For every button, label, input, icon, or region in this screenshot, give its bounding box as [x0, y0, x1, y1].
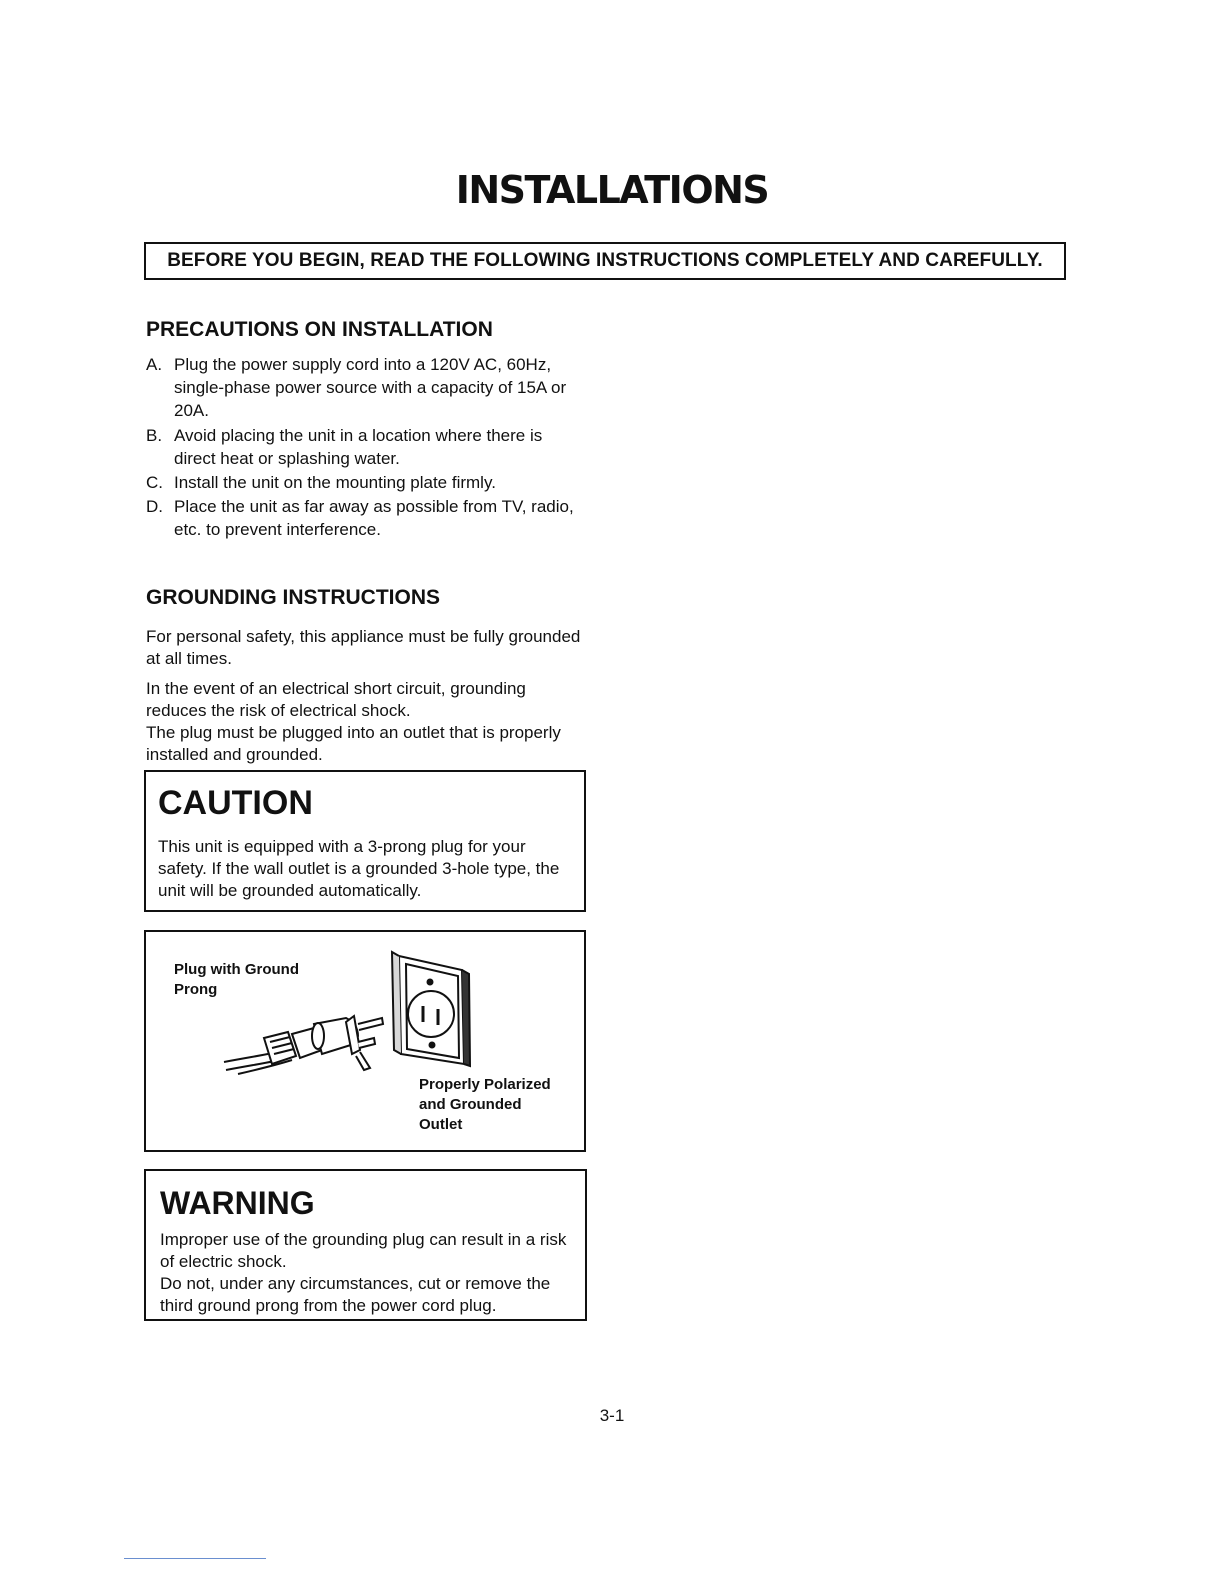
page-number: 3-1 — [599, 1406, 625, 1425]
plug-label-line: Plug with Ground — [174, 961, 299, 978]
precaution-item-a — [146, 353, 586, 422]
precaution-letter: B. — [146, 426, 163, 445]
precaution-item-c — [146, 471, 586, 494]
grounding-paragraph-1: For personal safety, this appliance must be fully grounded at all times. — [146, 627, 581, 668]
warning-box — [144, 1169, 587, 1321]
caution-body: This unit is equipped with a 3-prong plug for your safety. If the wall outlet is a grounded 3-hole type, the unit will be grounded automatically. — [158, 837, 560, 900]
precaution-text: Plug the power supply cord into a 120V AC, 60Hz, single-phase power source with a capacity of 15A or 20A. — [174, 355, 567, 420]
grounding-paragraph-2: In the event of an electrical short circuit, grounding reduces the risk of electrical shock. — [146, 679, 526, 720]
precaution-text: Place the unit as far away as possible from TV, radio, etc. to prevent interference. — [174, 497, 574, 539]
precaution-letter: D. — [146, 497, 163, 516]
plug-label-line: Prong — [174, 981, 218, 998]
precaution-letter: C. — [146, 473, 163, 492]
notice-box — [144, 242, 1066, 280]
notice-text: BEFORE YOU BEGIN, READ THE FOLLOWING INSTRUCTIONS COMPLETELY AND CAREFULLY. — [167, 250, 1043, 271]
grounding-paragraph-3: The plug must be plugged into an outlet that is properly installed and grounded. — [146, 723, 561, 764]
precaution-item-d — [146, 495, 586, 541]
footer-rule — [124, 1558, 266, 1559]
caution-title: CAUTION — [158, 784, 313, 822]
outlet-label — [419, 1075, 551, 1135]
precautions-heading: PRECAUTIONS ON INSTALLATION — [146, 318, 493, 341]
page-title: INSTALLATIONS — [455, 168, 769, 212]
precaution-item-b — [146, 424, 586, 470]
grounding-heading: GROUNDING INSTRUCTIONS — [146, 586, 440, 609]
warning-body-line: Improper use of the grounding plug can result in a risk of electric shock. — [160, 1230, 567, 1271]
warning-body — [160, 1229, 580, 1317]
warning-body-line: Do not, under any circumstances, cut or remove the third ground prong from the power cord plug. — [160, 1274, 551, 1315]
precaution-text: Install the unit on the mounting plate firmly. — [174, 473, 496, 492]
outlet-label-line: Properly Polarized — [419, 1076, 551, 1093]
outlet-label-line: and Grounded — [419, 1096, 522, 1113]
warning-title: WARNING — [160, 1185, 315, 1221]
outlet-icon — [392, 952, 470, 1066]
plug-figure-box — [144, 930, 586, 1152]
plug-icon — [224, 1016, 383, 1074]
precaution-letter: A. — [146, 355, 163, 374]
caution-box — [144, 770, 586, 912]
precaution-text: Avoid placing the unit in a location where there is direct heat or splashing water. — [174, 426, 543, 468]
outlet-label-line: Outlet — [419, 1116, 463, 1133]
